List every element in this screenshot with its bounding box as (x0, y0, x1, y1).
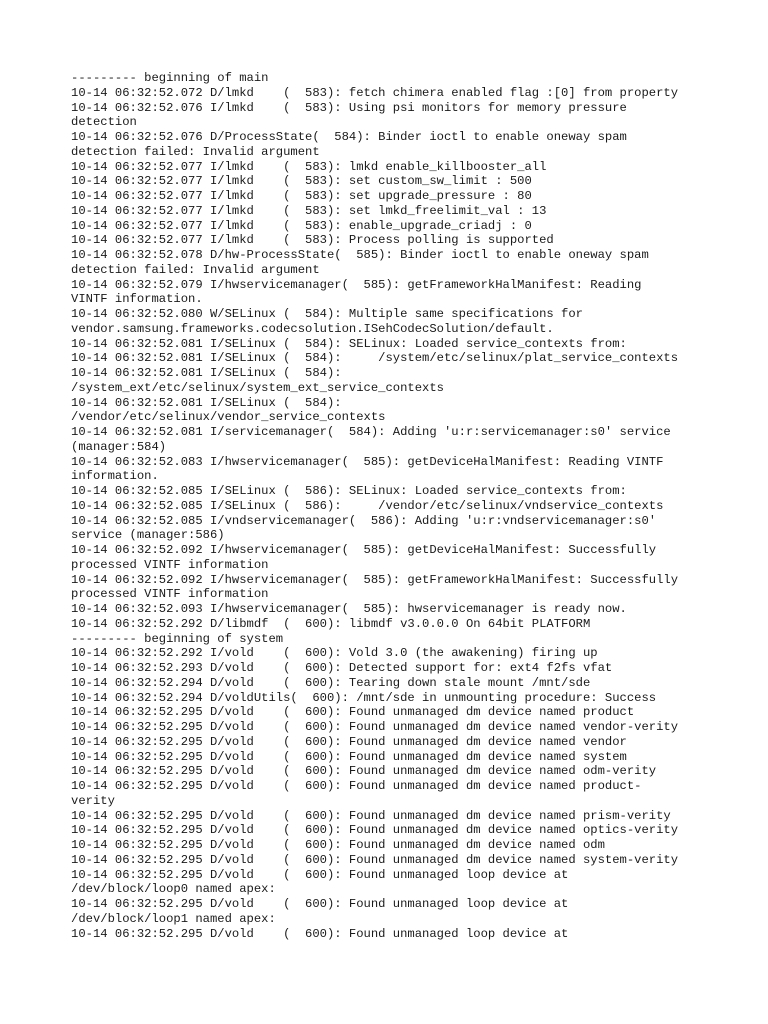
log-line: 10-14 06:32:52.077 I/lmkd ( 583): enable_upgrade_criadj : 0 (71, 218, 532, 233)
log-line: 10-14 06:32:52.085 I/SELinux ( 586): /vendor/etc/selinux/vndservice_contexts (71, 498, 664, 513)
log-line: 10-14 06:32:52.295 D/vold ( 600): Found unmanaged loop device at (71, 897, 569, 911)
log-line: 10-14 06:32:52.077 I/lmkd ( 583): set lmkd_freelimit_val : 13 (71, 203, 547, 218)
log-line: 10-14 06:32:52.295 D/vold ( 600): Found unmanaged dm device named system (71, 749, 627, 764)
log-line: 10-14 06:32:52.077 I/lmkd ( 583): lmkd enable_killbooster_all (71, 159, 547, 174)
log-line: 10-14 06:32:52.093 I/hwservicemanager( 585): hwservicemanager is ready now. (71, 602, 627, 616)
log-line: 10-14 06:32:52.294 D/vold ( 600): Tearing down stale mount /mnt/sde (71, 675, 591, 690)
log-line: 10-14 06:32:52.077 I/lmkd ( 583): set upgrade_pressure : 80 (71, 189, 532, 203)
log-line: 10-14 06:32:52.092 I/hwservicemanager( 585): getFrameworkHalManifest: Successfully (71, 572, 679, 587)
log-line: --------- beginning of main (71, 71, 269, 85)
log-line: detection (71, 115, 137, 130)
log-document (71, 71, 711, 941)
log-line: /system_ext/etc/selinux/system_ext_service_contexts (71, 380, 444, 395)
log-line: 10-14 06:32:52.292 D/libmdf ( 600): libmdf v3.0.0.0 On 64bit PLATFORM (71, 616, 591, 631)
log-line: /dev/block/loop0 named apex: (71, 882, 276, 897)
log-line: 10-14 06:32:52.295 D/vold ( 600): Found unmanaged dm device named prism-verity (71, 808, 671, 823)
log-line: 10-14 06:32:52.292 I/vold ( 600): Vold 3.0 (the awakening) firing up (71, 646, 598, 661)
log-line: 10-14 06:32:52.083 I/hwservicemanager( 585): getDeviceHalManifest: Reading VINTF (71, 454, 664, 469)
log-line: 10-14 06:32:52.080 W/SELinux ( 584): Multiple same specifications for (71, 307, 583, 321)
log-line: 10-14 06:32:52.295 D/vold ( 600): Found unmanaged dm device named vendor-verity (71, 720, 679, 734)
log-line: 10-14 06:32:52.294 D/voldUtils( 600): /mnt/sde in unmounting procedure: Success (71, 690, 657, 705)
log-line: information. (71, 469, 159, 484)
log-line: 10-14 06:32:52.081 I/SELinux ( 584): /system/etc/selinux/plat_service_contexts (71, 351, 679, 366)
log-line: 10-14 06:32:52.077 I/lmkd ( 583): set custom_sw_limit : 500 (71, 174, 532, 189)
log-line: 10-14 06:32:52.295 D/vold ( 600): Found unmanaged loop device at (71, 926, 569, 941)
log-line: processed VINTF information (71, 557, 269, 572)
log-line: 10-14 06:32:52.072 D/lmkd ( 583): fetch chimera enabled flag :[0] from property (71, 85, 679, 100)
log-line: 10-14 06:32:52.295 D/vold ( 600): Found unmanaged dm device named product (71, 705, 635, 720)
log-line: 10-14 06:32:52.085 I/vndservicemanager( 586): Adding 'u:r:vndservicemanager:s0' (71, 513, 657, 528)
log-line: --------- beginning of system (71, 631, 284, 646)
log-line: 10-14 06:32:52.295 D/vold ( 600): Found unmanaged dm device named system-verity (71, 852, 679, 867)
log-line: /dev/block/loop1 named apex: (71, 911, 276, 926)
log-line: 10-14 06:32:52.077 I/lmkd ( 583): Process polling is supported (71, 233, 554, 248)
log-line: 10-14 06:32:52.081 I/SELinux ( 584): (71, 366, 342, 380)
log-line: service (manager:586) (71, 528, 225, 543)
log-line: vendor.samsung.frameworks.codecsolution.ISehCodecSolution/default. (71, 321, 554, 336)
log-line: 10-14 06:32:52.295 D/vold ( 600): Found unmanaged dm device named odm-verity (71, 764, 657, 779)
log-line: detection failed: Invalid argument (71, 144, 320, 159)
log-line: 10-14 06:32:52.076 I/lmkd ( 583): Using psi monitors for memory pressure (71, 100, 627, 115)
log-line: processed VINTF information (71, 587, 269, 602)
log-line: (manager:584) (71, 439, 167, 454)
log-line: verity (71, 793, 115, 808)
log-line: VINTF information. (71, 292, 203, 307)
log-line: 10-14 06:32:52.081 I/servicemanager( 584): Adding 'u:r:servicemanager:s0' service (71, 425, 671, 439)
log-line: detection failed: Invalid argument (71, 262, 320, 277)
log-line: 10-14 06:32:52.081 I/SELinux ( 584): SELinux: Loaded service_contexts from: (71, 336, 627, 351)
log-line: 10-14 06:32:52.085 I/SELinux ( 586): SELinux: Loaded service_contexts from: (71, 484, 627, 498)
log-line: 10-14 06:32:52.295 D/vold ( 600): Found unmanaged dm device named vendor (71, 734, 627, 749)
log-line: 10-14 06:32:52.076 D/ProcessState( 584): Binder ioctl to enable oneway spam (71, 130, 627, 144)
log-line: /vendor/etc/selinux/vendor_service_contexts (71, 410, 386, 425)
log-line: 10-14 06:32:52.295 D/vold ( 600): Found unmanaged loop device at (71, 867, 569, 882)
log-line: 10-14 06:32:52.295 D/vold ( 600): Found unmanaged dm device named product- (71, 779, 642, 793)
log-line: 10-14 06:32:52.295 D/vold ( 600): Found unmanaged dm device named optics-verity (71, 823, 679, 838)
log-line: 10-14 06:32:52.078 D/hw-ProcessState( 585): Binder ioctl to enable oneway spam (71, 248, 649, 262)
log-line: 10-14 06:32:52.295 D/vold ( 600): Found unmanaged dm device named odm (71, 838, 605, 852)
log-line: 10-14 06:32:52.081 I/SELinux ( 584): (71, 395, 342, 410)
log-line: 10-14 06:32:52.293 D/vold ( 600): Detected support for: ext4 f2fs vfat (71, 661, 613, 675)
log-line: 10-14 06:32:52.092 I/hwservicemanager( 585): getDeviceHalManifest: Successfully (71, 543, 657, 557)
log-line: 10-14 06:32:52.079 I/hwservicemanager( 585): getFrameworkHalManifest: Reading (71, 277, 642, 292)
